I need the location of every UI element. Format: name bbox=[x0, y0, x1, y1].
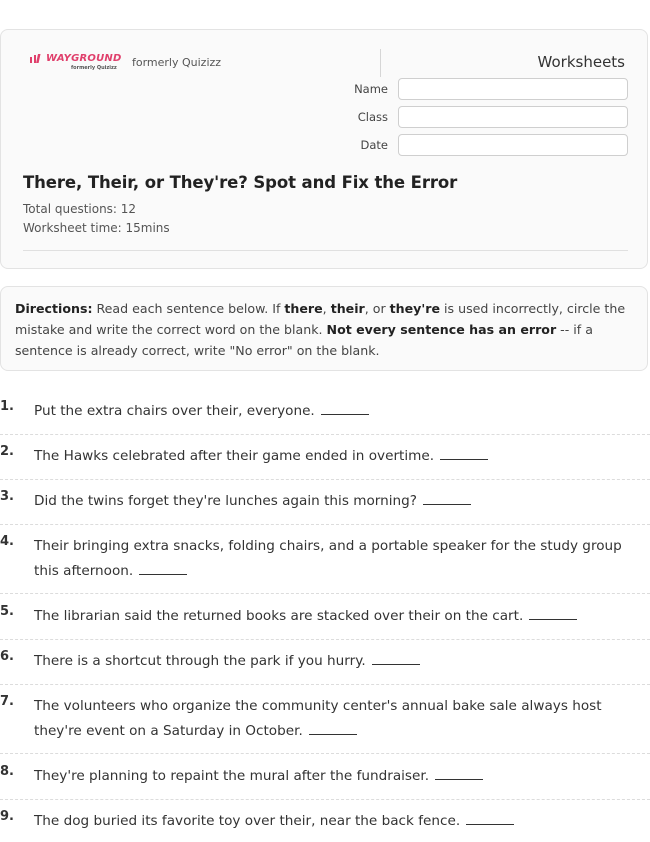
question-text: The volunteers who organize the community center's annual bake sale always host they're event on a Saturday in October. bbox=[34, 698, 602, 739]
question-text: Put the extra chairs over their, everyone. bbox=[34, 403, 315, 419]
question-number: 4. bbox=[0, 534, 14, 549]
directions-text-5: -- if a sentence is already correct, write "No error" on the blank. bbox=[15, 322, 593, 358]
worksheet-title: There, Their, or They're? Spot and Fix the Error bbox=[23, 173, 458, 192]
question-text: Their bringing extra snacks, folding chairs, and a portable speaker for the study group this afternoon. bbox=[34, 538, 622, 579]
question-number: 6. bbox=[0, 649, 14, 664]
keyword-theyre: they're bbox=[389, 301, 441, 316]
worksheet-header bbox=[0, 29, 648, 269]
answer-blank[interactable] bbox=[440, 459, 488, 460]
question-text: The librarian said the returned books are stacked over their on the cart. bbox=[34, 608, 524, 624]
header-bottom-divider bbox=[23, 250, 628, 251]
keyword-there: there bbox=[284, 301, 323, 316]
question-number: 9. bbox=[0, 809, 14, 824]
question-item bbox=[0, 534, 650, 594]
question-item bbox=[0, 444, 650, 480]
total-questions: Total questions: 12 bbox=[23, 202, 137, 216]
class-field[interactable] bbox=[398, 106, 628, 128]
question-text-wrap bbox=[34, 604, 634, 629]
name-field[interactable] bbox=[398, 78, 628, 100]
question-item bbox=[0, 489, 650, 525]
answer-blank[interactable] bbox=[372, 664, 420, 665]
question-text: Did the twins forget they're lunches again this morning? bbox=[34, 493, 417, 509]
question-text: The Hawks celebrated after their game ended in overtime. bbox=[34, 448, 435, 464]
directions-text-1: Read each sentence below. If bbox=[92, 301, 285, 316]
question-text: The dog buried its favorite toy over their, near the back fence. bbox=[34, 813, 461, 829]
answer-blank[interactable] bbox=[466, 824, 514, 825]
question-text-wrap bbox=[34, 764, 634, 789]
question-number: 1. bbox=[0, 399, 14, 414]
class-label: Class bbox=[357, 110, 388, 124]
question-text-wrap bbox=[34, 444, 634, 469]
date-label: Date bbox=[360, 138, 388, 152]
logo-text: WAYGROUND bbox=[46, 53, 122, 64]
question-number: 5. bbox=[0, 604, 14, 619]
question-item bbox=[0, 809, 650, 842]
directions-text-3: , or bbox=[364, 301, 390, 316]
worksheet-time: Worksheet time: 15mins bbox=[23, 221, 170, 235]
directions-lead: Directions: bbox=[15, 301, 93, 316]
logo-icon bbox=[30, 54, 43, 63]
logo-wordmark bbox=[30, 53, 122, 64]
question-text-wrap bbox=[34, 534, 634, 583]
class-field-row bbox=[331, 106, 628, 128]
formerly-quizizz-text: formerly Quizizz bbox=[132, 56, 222, 69]
logo-subtext: formerly Quizizz bbox=[71, 65, 117, 71]
name-field-row bbox=[331, 78, 628, 100]
question-number: 2. bbox=[0, 444, 14, 459]
answer-blank[interactable] bbox=[309, 734, 357, 735]
question-text-wrap bbox=[34, 809, 634, 834]
answer-blank[interactable] bbox=[423, 504, 471, 505]
answer-blank[interactable] bbox=[529, 619, 577, 620]
question-text-wrap bbox=[34, 399, 634, 424]
question-number: 8. bbox=[0, 764, 14, 779]
answer-blank[interactable] bbox=[139, 574, 187, 575]
question-item bbox=[0, 694, 650, 754]
directions-emphasis: Not every sentence has an error bbox=[326, 322, 557, 337]
question-text-wrap bbox=[34, 694, 634, 743]
keyword-their: their bbox=[330, 301, 365, 316]
name-label: Name bbox=[354, 82, 388, 96]
question-item bbox=[0, 399, 650, 435]
answer-blank[interactable] bbox=[435, 779, 483, 780]
worksheets-label: Worksheets bbox=[537, 53, 625, 71]
question-text: They're planning to repaint the mural after the fundraiser. bbox=[34, 768, 430, 784]
wayground-logo bbox=[30, 53, 122, 71]
question-text: There is a shortcut through the park if you hurry. bbox=[34, 653, 366, 669]
question-number: 3. bbox=[0, 489, 14, 504]
question-text-wrap bbox=[34, 649, 634, 674]
question-item bbox=[0, 764, 650, 800]
directions-text-2: , bbox=[322, 301, 331, 316]
answer-blank[interactable] bbox=[321, 414, 369, 415]
date-field-row bbox=[331, 134, 628, 156]
date-field[interactable] bbox=[398, 134, 628, 156]
directions-text-4: is used incorrectly, circle the mistake and write the correct word on the blank. bbox=[15, 301, 626, 337]
directions-box bbox=[0, 286, 648, 371]
question-number: 7. bbox=[0, 694, 14, 709]
header-divider bbox=[380, 49, 381, 77]
question-item bbox=[0, 649, 650, 685]
question-text-wrap bbox=[34, 489, 634, 514]
question-item bbox=[0, 604, 650, 640]
